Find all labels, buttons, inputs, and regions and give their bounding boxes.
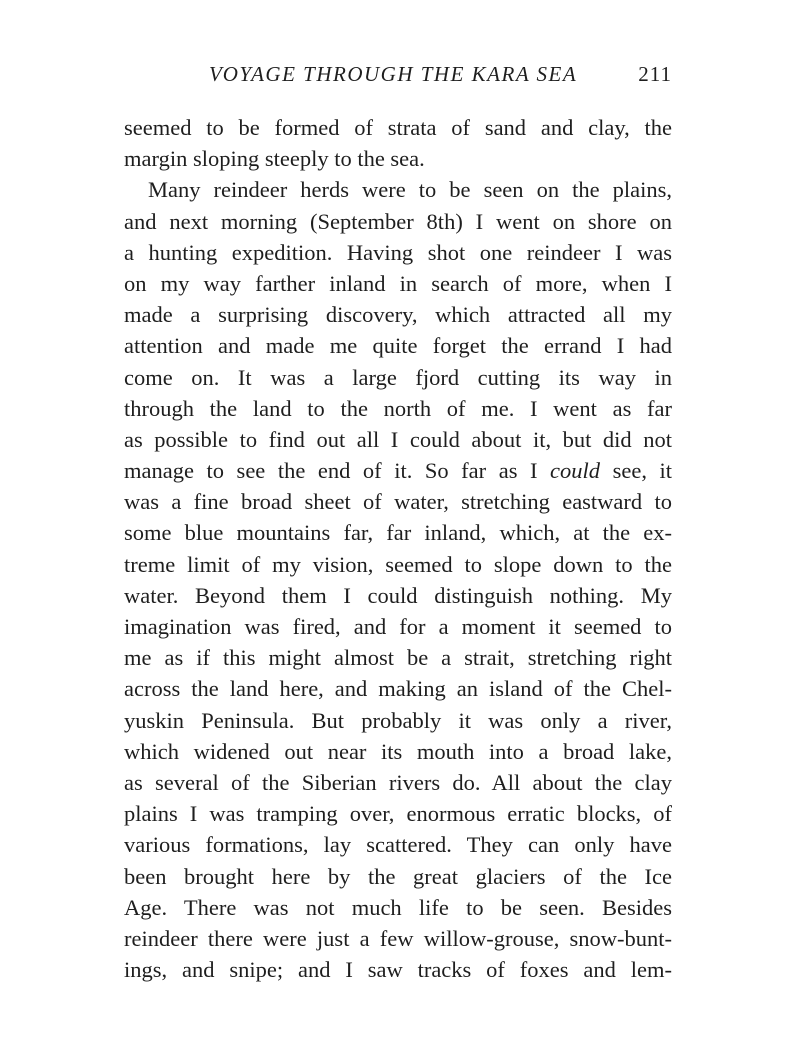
text-line [124, 486, 672, 517]
text-line [124, 112, 672, 143]
text-line [124, 798, 672, 829]
line-text: attention and made me quite forget the errand I had [124, 333, 672, 359]
line-text: Many reindeer herds were to be seen on the plains, [148, 177, 672, 203]
line-text: treme limit of my vision, seemed to slope down to the [124, 551, 672, 577]
line-text: across the land here, and making an island of the Chel- [124, 676, 672, 702]
text-line [124, 393, 672, 424]
text-line [124, 237, 672, 268]
text-line [124, 330, 672, 361]
line-text: some blue mountains far, far inland, which, at the ex- [124, 520, 672, 546]
line-text: various formations, lay scattered. They can only have [124, 832, 672, 858]
text-line [124, 517, 672, 548]
line-text: yuskin Peninsula. But probably it was only a river, [124, 707, 672, 733]
line-text: plains I was tramping over, enormous erratic blocks, of [124, 801, 672, 827]
line-text: a hunting expedition. Having shot one reindeer I was [124, 239, 672, 265]
line-text: manage to see the end of it. So far as I [124, 458, 551, 484]
line-text: been brought here by the great glaciers of the Ice [124, 863, 672, 889]
text-line [124, 580, 672, 611]
line-text: ings, and snipe; and I saw tracks of foxes and lem- [124, 957, 672, 983]
line-text: Age. There was not much life to be seen. Besides [124, 894, 672, 920]
text-line [124, 892, 672, 923]
text-line [124, 455, 672, 486]
text-line [124, 174, 672, 205]
text-line [124, 299, 672, 330]
running-title: VOYAGE THROUGH THE KARA SEA [209, 62, 578, 86]
text-line [124, 673, 672, 704]
line-text: reindeer there were just a few willow-grouse, snow-bunt- [124, 925, 672, 951]
text-line [124, 549, 672, 580]
text-line [124, 143, 672, 174]
text-line [124, 861, 672, 892]
text-line [124, 736, 672, 767]
line-text: which widened out near its mouth into a broad lake, [124, 738, 672, 764]
line-text: seemed to be formed of strata of sand and clay, the [124, 115, 672, 140]
body-text [124, 112, 672, 985]
text-line [124, 954, 672, 985]
running-head [124, 62, 672, 92]
text-line [124, 767, 672, 798]
line-text: as several of the Siberian rivers do. All about the clay [124, 769, 672, 795]
line-text: as possible to find out all I could about it, but did not [124, 426, 672, 452]
line-text: was a fine broad sheet of water, stretching eastward to [124, 489, 672, 515]
line-text: me as if this might almost be a strait, stretching right [124, 645, 672, 671]
text-line [124, 642, 672, 673]
text-line [124, 268, 672, 299]
text-line [124, 206, 672, 237]
page-number: 211 [638, 62, 672, 86]
line-text: and next morning (September 8th) I went on shore on [124, 208, 672, 234]
line-text: imagination was fired, and for a moment it seemed to [124, 614, 672, 639]
text-line [124, 705, 672, 736]
line-text: come on. It was a large fjord cutting its way in [124, 364, 672, 390]
line-text: margin sloping steeply to the sea. [124, 146, 425, 172]
line-text: on my way farther inland in search of more, when I [124, 270, 672, 296]
line-text: made a surprising discovery, which attracted all my [124, 302, 672, 328]
text-line [124, 611, 672, 642]
text-line [124, 923, 672, 954]
line-text: water. Beyond them I could distinguish nothing. My [124, 582, 672, 608]
emphasized-text: could [550, 458, 601, 484]
line-text: see, it [600, 458, 672, 484]
text-line [124, 362, 672, 393]
text-line [124, 424, 672, 455]
text-line [124, 829, 672, 860]
line-text: through the land to the north of me. I went as far [124, 395, 672, 421]
